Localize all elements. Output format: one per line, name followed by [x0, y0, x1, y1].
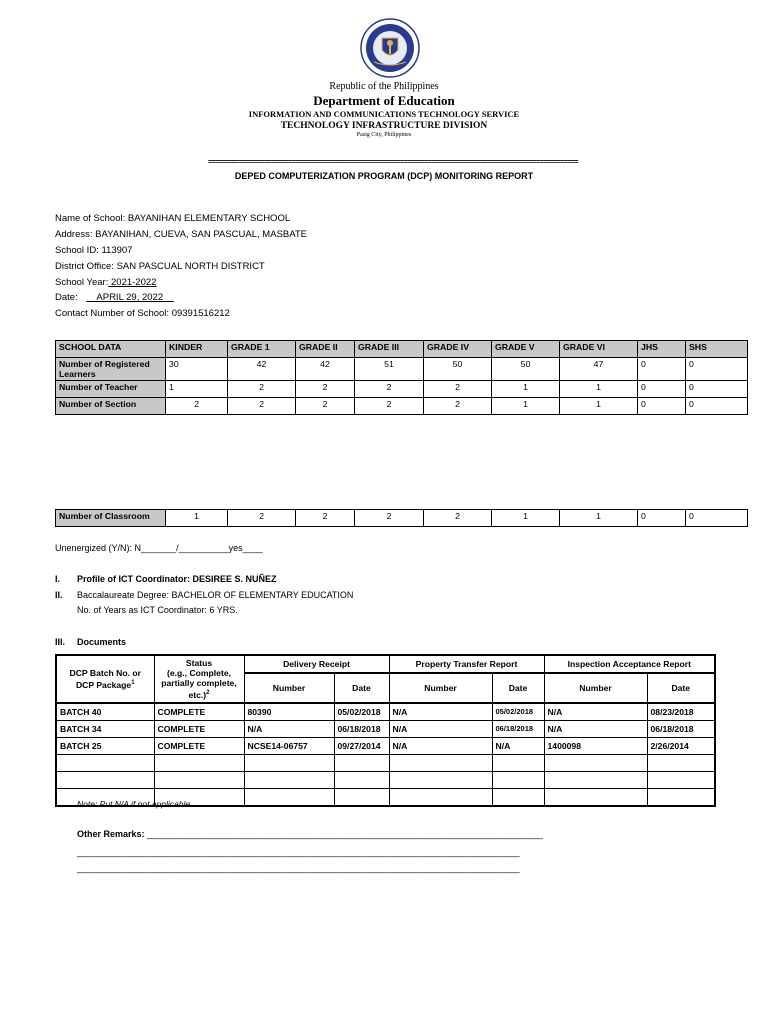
table-cell: 09/27/2014 [334, 738, 389, 755]
table-cell [389, 772, 492, 789]
table-cell: N/A [492, 738, 544, 755]
table-cell: 0 [638, 398, 686, 415]
documents-header-row [56, 655, 715, 673]
date-value: APRIL 29, 2022 [86, 292, 174, 303]
table-cell: 0 [638, 358, 686, 381]
department-title: Department of Education [313, 93, 455, 108]
school-year-value: 2021-2022 [108, 277, 157, 288]
header-cell: SCHOOL DATA [56, 341, 166, 358]
table-cell: 42 [296, 358, 355, 381]
table-cell: BATCH 25 [56, 738, 154, 755]
header-property-transfer: Property Transfer Report [389, 655, 544, 673]
subheader-number: Number [389, 673, 492, 703]
table-cell [334, 772, 389, 789]
header-cell: GRADE 1 [228, 341, 296, 358]
table-cell: 0 [686, 510, 748, 527]
table-cell: 0 [686, 358, 748, 381]
header-cell: GRADE III [355, 341, 424, 358]
table-cell: 2 [228, 381, 296, 398]
table-cell: N/A [389, 721, 492, 738]
table-cell: 1 [492, 398, 560, 415]
table-cell: 2 [296, 381, 355, 398]
table-cell: N/A [389, 703, 492, 721]
school-year [55, 277, 156, 288]
district-office: District Office: SAN PASCUAL NORTH DISTRICT [55, 261, 265, 272]
row-label: Number of Registered Learners [56, 358, 166, 381]
table-cell [244, 772, 334, 789]
table-cell: 1 [166, 381, 228, 398]
table-cell [244, 755, 334, 772]
table-cell [544, 755, 647, 772]
other-remarks [77, 829, 542, 839]
table-cell: NCSE14-06757 [244, 738, 334, 755]
header-cell: GRADE VI [560, 341, 638, 358]
footnote-1: 1 [131, 680, 135, 687]
table-cell: 05/02/2018 [334, 703, 389, 721]
subheader-number: Number [544, 673, 647, 703]
remarks-line-1: ____________________________________________________________________________________ [147, 829, 543, 839]
subheader-date: Date [492, 673, 544, 703]
table-cell: 06/18/2018 [334, 721, 389, 738]
section-i-num: I. [55, 574, 61, 584]
header-batch [56, 655, 154, 703]
header-delivery-receipt: Delivery Receipt [244, 655, 389, 673]
header-cell: KINDER [166, 341, 228, 358]
header-status-label: Status [185, 658, 213, 669]
table-cell [647, 789, 715, 807]
table-cell: 0 [686, 398, 748, 415]
ict-coordinator-profile: Profile of ICT Coordinator: DESIREE S. NUÑEZ [77, 574, 277, 584]
table-cell: 06/18/2018 [647, 721, 715, 738]
header-batch-label: DCP Batch No. or DCP Package [69, 668, 141, 690]
table-cell [334, 755, 389, 772]
city-line: Pasig City, Philippines [356, 132, 412, 138]
documents-table [55, 654, 716, 807]
table-cell: N/A [389, 738, 492, 755]
table-cell [647, 772, 715, 789]
documents-title: Documents [77, 637, 127, 647]
table-cell: 1400098 [544, 738, 647, 755]
table-row [56, 772, 715, 789]
table-cell [492, 755, 544, 772]
table-cell [154, 755, 244, 772]
table-cell: 1 [492, 510, 560, 527]
table-cell [56, 772, 154, 789]
table-cell: 1 [560, 381, 638, 398]
table-cell: 2 [355, 398, 424, 415]
table-cell: N/A [244, 721, 334, 738]
table-cell: 2 [296, 398, 355, 415]
remarks-line-2: ______________________________________________________________________________________________ [77, 847, 520, 857]
header-status-sub: (e.g., Complete, partially complete, etc.) [161, 668, 237, 700]
table-cell: COMPLETE [154, 721, 244, 738]
section-iii-num: III. [55, 637, 66, 647]
school-data-table [55, 340, 748, 415]
school-year-label: School Year: [55, 277, 109, 288]
row-label: Number of Classroom [56, 510, 166, 527]
service-line: INFORMATION AND COMMUNICATIONS TECHNOLOGY SERVICE [248, 109, 520, 119]
baccalaureate-degree: Baccalaureate Degree: BACHELOR OF ELEMENTARY EDUCATION [77, 590, 354, 600]
table-cell: BATCH 40 [56, 703, 154, 721]
table-cell: 2 [355, 381, 424, 398]
remarks-line-3: ______________________________________________________________________________________________ [77, 863, 520, 873]
table-cell: 08/23/2018 [647, 703, 715, 721]
table-cell [647, 755, 715, 772]
table-cell: 47 [560, 358, 638, 381]
header-status [154, 655, 244, 703]
subheader-date: Date [334, 673, 389, 703]
table-cell: N/A [544, 703, 647, 721]
school-data-header-row [56, 341, 748, 358]
table-cell: 1 [166, 510, 228, 527]
table-cell: 06/18/2018 [492, 721, 544, 738]
division-line: TECHNOLOGY INFRASTRUCTURE DIVISION [280, 121, 488, 131]
subheader-date: Date [647, 673, 715, 703]
header-cell: JHS [638, 341, 686, 358]
table-cell: 2 [228, 398, 296, 415]
separator-line: ========================================================================================================== [208, 159, 578, 166]
table-cell: 2 [166, 398, 228, 415]
table-cell: 05/02/2018 [492, 703, 544, 721]
school-name: Name of School: BAYANIHAN ELEMENTARY SCHOOL [55, 213, 291, 224]
table-row [56, 755, 715, 772]
republic-line: Republic of the Philippines [329, 81, 439, 92]
table-cell: 50 [492, 358, 560, 381]
table-row [56, 721, 715, 738]
table-cell: 1 [560, 510, 638, 527]
table-row [56, 381, 748, 398]
header-cell: GRADE IV [424, 341, 492, 358]
table-cell: 42 [228, 358, 296, 381]
table-cell [334, 789, 389, 807]
deped-seal-logo [360, 18, 420, 78]
documents-note: Note: Put N/A if not applicable [77, 799, 191, 809]
table-cell: 1 [560, 398, 638, 415]
date-label: Date: [55, 292, 78, 303]
table-cell [544, 789, 647, 807]
table-cell [154, 772, 244, 789]
table-cell: 0 [638, 510, 686, 527]
table-cell: 2/26/2014 [647, 738, 715, 755]
table-cell: COMPLETE [154, 703, 244, 721]
table-cell [389, 789, 492, 807]
row-label: Number of Teacher [56, 381, 166, 398]
header-inspection-acceptance: Inspection Acceptance Report [544, 655, 715, 673]
classroom-table [55, 509, 748, 527]
school-address: Address: BAYANIHAN, CUEVA, SAN PASCUAL, MASBATE [55, 229, 307, 240]
table-cell: 2 [296, 510, 355, 527]
table-cell [56, 755, 154, 772]
footnote-2: 2 [206, 690, 210, 697]
table-cell [492, 789, 544, 807]
table-cell: N/A [544, 721, 647, 738]
school-id: School ID: 113907 [55, 245, 133, 256]
table-cell: 0 [638, 381, 686, 398]
report-date [55, 292, 174, 303]
section-ii-num: II. [55, 590, 63, 600]
table-cell [544, 772, 647, 789]
table-row [56, 358, 748, 381]
table-cell: 30 [166, 358, 228, 381]
table-cell: 2 [228, 510, 296, 527]
row-label: Number of Section [56, 398, 166, 415]
table-row [56, 398, 748, 415]
header-cell: SHS [686, 341, 748, 358]
table-row [56, 510, 748, 527]
table-cell: 2 [355, 510, 424, 527]
table-cell: 2 [424, 381, 492, 398]
table-cell: 80390 [244, 703, 334, 721]
header-cell: GRADE II [296, 341, 355, 358]
report-title: DEPED COMPUTERIZATION PROGRAM (DCP) MONITORING REPORT [234, 171, 534, 181]
table-cell: 2 [424, 510, 492, 527]
table-row [56, 738, 715, 755]
contact-number: Contact Number of School: 09391516212 [55, 308, 230, 319]
table-cell: BATCH 34 [56, 721, 154, 738]
table-cell: 1 [492, 381, 560, 398]
table-cell: 0 [686, 381, 748, 398]
table-cell: 2 [424, 398, 492, 415]
remarks-label: Other Remarks: [77, 829, 145, 839]
table-cell [389, 755, 492, 772]
table-cell [244, 789, 334, 807]
subheader-number: Number [244, 673, 334, 703]
table-cell [492, 772, 544, 789]
table-cell: 50 [424, 358, 492, 381]
years-as-coordinator: No. of Years as ICT Coordinator: 6 YRS. [77, 605, 238, 615]
table-cell: COMPLETE [154, 738, 244, 755]
table-row [56, 703, 715, 721]
unenergized-line: Unenergized (Y/N): N_______/__________yes____ [55, 543, 263, 553]
table-cell: 51 [355, 358, 424, 381]
header-cell: GRADE V [492, 341, 560, 358]
